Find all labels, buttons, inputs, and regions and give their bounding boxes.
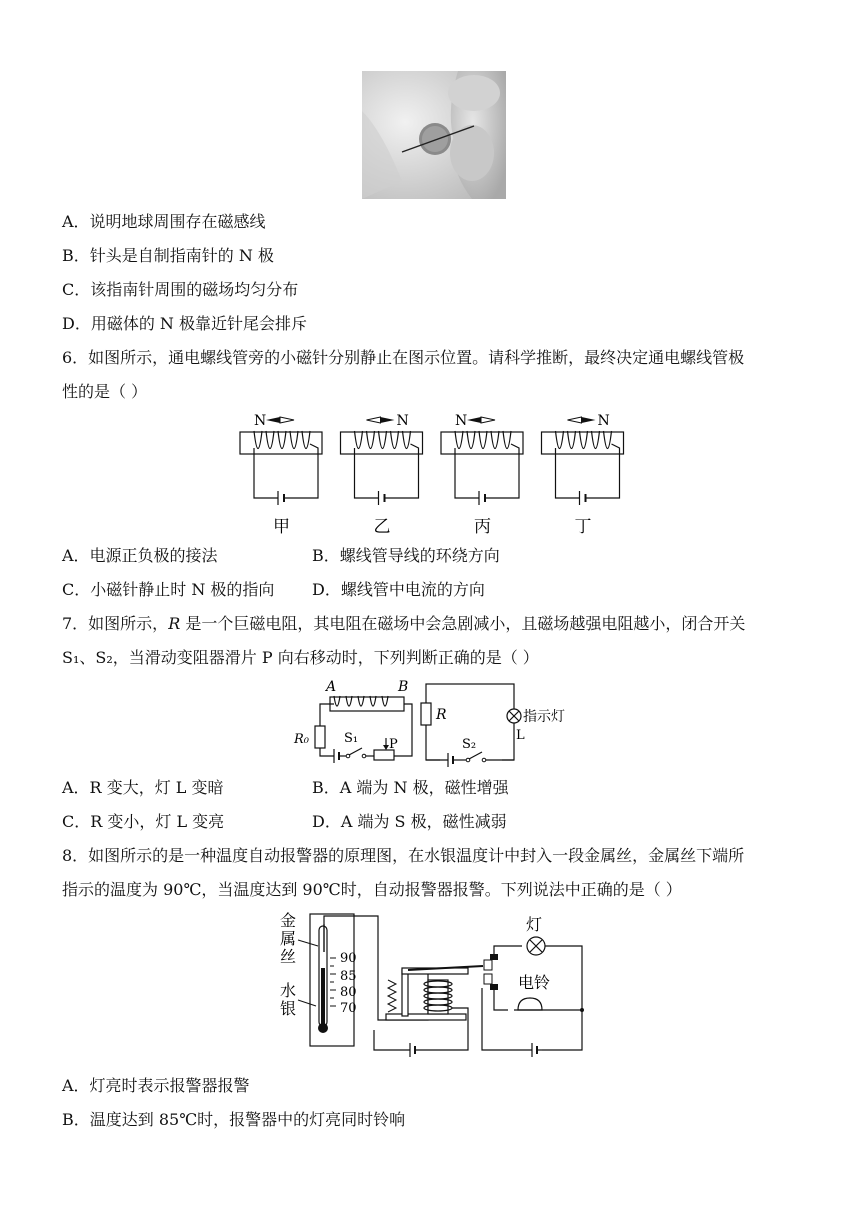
q7-label-r0: R₀ (294, 732, 309, 747)
solenoid-coil-turn (379, 431, 387, 449)
q8-mercury-label-2: 银 (280, 999, 297, 1018)
q7-stem-line1 (62, 612, 745, 636)
needle-south-end (568, 417, 582, 423)
needle-n-label: N (455, 413, 468, 429)
q6-stem-line1: 6．如图所示，通电螺线管旁的小磁针分别静止在图示位置。请科学推断，最终决定通电螺线管极 (62, 348, 745, 367)
circuit-wire (586, 444, 620, 498)
circuit-wire (556, 448, 580, 498)
q7-label-a: A (326, 679, 337, 695)
q8-option-a: A．灯亮时表示报警器报警 (62, 1076, 250, 1095)
q8-lamp-label: 灯 (526, 915, 543, 934)
q8-scale-70: 70 (340, 1001, 357, 1016)
solenoid-coil-turn (367, 431, 375, 449)
figure-caption: 丁 (574, 517, 592, 537)
needle-south-end (280, 417, 294, 423)
q6-option-d: D．螺线管中电流的方向 (312, 580, 485, 599)
figure-caption: 丙 (474, 517, 491, 537)
q7-option-d: D．A 端为 S 极，磁性减弱 (312, 812, 507, 831)
solenoid-coil-turn (403, 431, 411, 449)
q7-label-s1: S₁ (344, 731, 359, 746)
circuit-wire (485, 444, 519, 498)
needle-n-label: N (597, 413, 610, 429)
needle-north-end (266, 417, 280, 423)
solenoid-coil-turn (604, 431, 612, 449)
q7-figure (290, 676, 590, 768)
needle-south-end (367, 417, 381, 423)
q8-bell-label: 电铃 (518, 973, 551, 992)
needle-south-end (481, 417, 495, 423)
needle-north-end (467, 417, 481, 423)
q6-option-a: A．电源正负极的接法 (62, 546, 218, 565)
circuit-wire (254, 448, 278, 498)
q8-scale-85: 85 (340, 969, 357, 984)
q5-option-d: D．用磁体的 N 极靠近针尾会排斥 (62, 314, 308, 333)
solenoid-coil-turn (491, 431, 499, 449)
q8-wire-label-3: 丝 (280, 947, 297, 966)
q7-stem-b: 是一个巨磁电阻，其电阻在磁场中会急剧减小，且磁场越强电阻越小，闭合开关 (180, 614, 746, 633)
solenoid-coil-turn (467, 431, 475, 449)
circuit-wire (355, 448, 379, 498)
solenoid-coil-turn (479, 431, 487, 449)
q7-label-b: B (398, 679, 409, 695)
figure-caption: 乙 (373, 517, 391, 537)
q5-option-c: C．该指南针周围的磁场均匀分布 (62, 280, 299, 299)
q8-stem-line2: 指示的温度为 90℃，当温度达到 90℃时，自动报警器报警。下列说法中正确的是（ ） (62, 880, 682, 899)
q8-wire-label-1: 金 (280, 911, 297, 930)
solenoid-coil-turn (580, 431, 588, 449)
circuit-wire (385, 444, 419, 498)
q7-label-s2: S₂ (462, 737, 477, 752)
q7-stem-a: 7．如图所示， (62, 614, 169, 633)
needle-north-end (381, 417, 395, 423)
figure-caption: 甲 (273, 517, 290, 537)
q8-scale-80: 80 (340, 985, 357, 1000)
solenoid-coil-turn (503, 431, 511, 449)
needle-n-label: N (254, 413, 267, 429)
solenoid-coil-turn (290, 431, 298, 449)
needle-north-end (582, 417, 596, 423)
q7-label-r: R (436, 707, 447, 723)
q8-scale-90: 90 (340, 951, 357, 966)
q6-option-b: B．螺线管导线的环绕方向 (312, 546, 500, 565)
circuit-wire (455, 448, 479, 498)
q7-option-b: B．A 端为 N 极，磁性增强 (312, 778, 509, 797)
q6-figure (236, 408, 636, 538)
solenoid-coil-turn (266, 431, 274, 449)
q7-stem-r: R (168, 614, 181, 633)
q7-label-l: L (516, 728, 525, 743)
q7-label-lamp: 指示灯 (523, 709, 565, 725)
q8-stem-line1: 8．如图所示的是一种温度自动报警器的原理图，在水银温度计中封入一段金属丝，金属丝下端所 (62, 846, 745, 865)
solenoid-coil-turn (556, 431, 564, 449)
circuit-wire (284, 444, 318, 498)
needle-n-label: N (396, 413, 409, 429)
q6-option-c: C．小磁针静止时 N 极的指向 (62, 580, 275, 599)
q5-option-b: B．针头是自制指南针的 N 极 (62, 246, 274, 265)
q7-option-a: A．R 变大，灯 L 变暗 (62, 778, 224, 797)
q6-stem-line2: 性的是（ ） (62, 382, 148, 401)
q7-label-p: P (389, 737, 398, 752)
q5-option-a: A．说明地球周围存在磁感线 (62, 212, 266, 231)
solenoid-coil-turn (568, 431, 576, 449)
q7-stem-line2: S₁、S₂，当滑动变阻器滑片 P 向右移动时，下列判断正确的是（ ） (62, 648, 539, 667)
q8-figure (278, 910, 588, 1060)
solenoid-coil-turn (391, 431, 399, 449)
solenoid-coil-turn (278, 431, 286, 449)
solenoid-coil-turn (302, 431, 310, 449)
q8-wire-label-2: 属 (280, 929, 297, 948)
solenoid-coil-turn (592, 431, 600, 449)
solenoid-coil-turn (355, 431, 363, 449)
q7-option-c: C．R 变小，灯 L 变亮 (62, 812, 225, 831)
q8-mercury-label-1: 水 (280, 981, 297, 1000)
solenoid-coil-turn (254, 431, 262, 449)
compass-photo (362, 71, 506, 199)
q8-option-b: B．温度达到 85℃时，报警器中的灯亮同时铃响 (62, 1110, 406, 1129)
solenoid-coil-turn (455, 431, 463, 449)
